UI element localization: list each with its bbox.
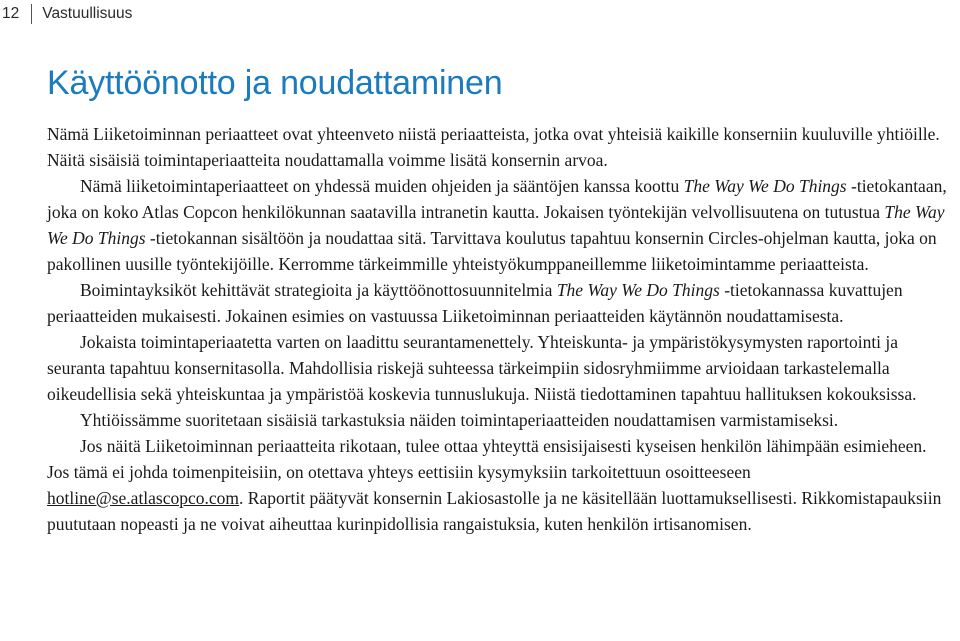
text-span: -tietokannan sisältöön ja noudattaa sitä. Tarvittava koulutus tapahtuu konsernin Circles-ohjelman kautta, joka on pakollinen uusille työntekijöille. Kerromme tärkeimmille yhteistyökumppaneillemme liiketoimintamme periaatteista.: [47, 228, 937, 274]
database-name: The Way We Do Things: [47, 202, 945, 248]
hotline-email-link[interactable]: hotline@se.atlascopco.com: [47, 488, 240, 508]
section-name: Vastuullisuus: [42, 5, 133, 22]
page-header: [0, 3, 132, 25]
text-span: Nämä liiketoimintaperiaatteet on yhdessä muiden ohjeiden ja sääntöjen kanssa koottu: [80, 176, 684, 196]
text-span: -tietokantaan, joka on koko Atlas Copcon henkilökunnan saatavilla intranetin kautta. Jokaisen työntekijän velvollisuutena on tutustua: [47, 176, 947, 222]
paragraph-violations: [47, 433, 947, 537]
paragraph-database: [47, 173, 947, 277]
text-span: . Raportit päätyvät konsernin Lakiosastolle ja ne käsitellään luottamuksellisesti. Rikkomistapauksiin puututaan nopeasti ja ne voivat aiheuttaa kurinpidollisia rangaistuksia, kuten henkilön irtisanomisen.: [47, 488, 942, 534]
page-title: Käyttöönotto ja noudattaminen: [47, 64, 503, 102]
paragraph-monitoring: Jokaista toimintaperiaatetta varten on laadittu seurantamenettely. Yhteiskunta- ja ympäristökysymysten raportointi ja seuranta tapahtuu konsernitasolla. Mahdollisia riskejä suhteessa tärkeimpiin sidosryhmiimme arvioidaan tarkastelemalla oikeudellisia sekä yhteiskuntaa ja ympäristöä koskevia tunnuslukuja. Niistä tiedottaminen tapahtuu hallituksen kokouksissa.: [47, 332, 917, 404]
text-span: Boimintayksiköt kehittävät strategioita ja käyttöönottosuunnitelmia: [80, 280, 557, 300]
text-span: Jos näitä Liiketoiminnan periaatteita rikotaan, tulee ottaa yhteyttä ensisijaisesti kyseisen henkilön lähimpään esimieheen. Jos tämä ei johda toimenpiteisiin, on otettava yhteys eettisiin kysymyksiin tarkoitettuun osoitteeseen: [47, 436, 927, 482]
paragraph-strategies: [47, 277, 947, 329]
database-name: The Way We Do Things: [683, 176, 847, 196]
text-span: -tietokannassa kuvattujen periaatteiden mukaisesti. Jokainen esimies on vastuussa Liiketoiminnan periaatteiden käytännön noudattamisesta.: [47, 280, 903, 326]
paragraph-audits: Yhtiöissämme suoritetaan sisäisiä tarkastuksia näiden toimintaperiaatteiden noudattamisen varmistamiseksi.: [80, 410, 839, 430]
database-name: The Way We Do Things: [556, 280, 720, 300]
body-text: [47, 121, 947, 537]
page-number: 12: [0, 4, 32, 24]
paragraph-intro: Nämä Liiketoiminnan periaatteet ovat yhteenveto niistä periaatteista, jotka ovat yhteisiä kaikille konserniin kuuluville yhtiöille. Näitä sisäisiä toimintaperiaatteita noudattamalla voimme lisätä konsernin arvoa.: [47, 124, 940, 170]
